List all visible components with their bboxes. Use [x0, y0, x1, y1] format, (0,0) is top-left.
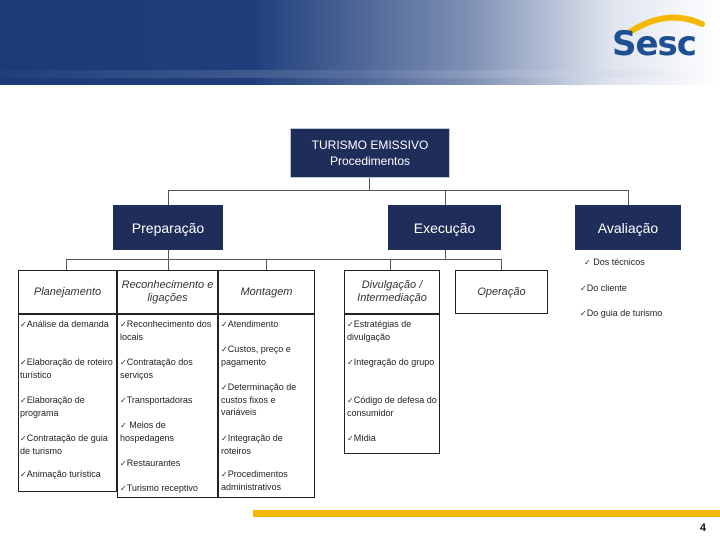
- montagem-box: [218, 270, 315, 314]
- list-item: ✓Transportadoras: [120, 395, 193, 405]
- montagem-label: Montagem: [240, 285, 293, 298]
- list-item: ✓Elaboração de programa: [20, 395, 85, 418]
- avaliacao-label: Avaliação: [597, 219, 659, 236]
- list-item: ✓Do cliente: [580, 283, 627, 293]
- check-icon: ✓: [221, 345, 228, 354]
- preparacao-label: Preparação: [131, 219, 205, 236]
- check-icon: ✓: [221, 434, 228, 443]
- planejamento-label: Planejamento: [33, 285, 102, 298]
- check-icon: ✓: [20, 320, 27, 329]
- connector: [168, 259, 169, 270]
- list-item: ✓Custos, preço e pagamento: [221, 344, 291, 367]
- execucao-box: [388, 205, 501, 250]
- check-icon: ✓: [120, 459, 127, 468]
- list-item: ✓Elaboração de roteiro turístico: [20, 357, 113, 380]
- connector: [168, 190, 628, 191]
- connector: [390, 259, 391, 270]
- check-icon: ✓: [120, 320, 127, 329]
- check-icon: ✓: [221, 470, 228, 479]
- check-icon: ✓: [20, 434, 27, 443]
- check-icon: ✓: [347, 396, 354, 405]
- list-item: ✓Código de defesa do consumidor: [347, 395, 437, 418]
- operacao-box: [455, 270, 548, 314]
- footer-accent-bar: [253, 510, 720, 517]
- check-icon: ✓: [120, 484, 127, 493]
- root-box: [290, 128, 450, 178]
- list-item: ✓Estratégias de divulgação: [347, 319, 412, 342]
- list-item: ✓Turismo receptivo: [120, 483, 198, 493]
- planejamento-box: [18, 270, 117, 314]
- list-item: ✓ Meios de hospedagens: [120, 420, 175, 443]
- execucao-label: Execução: [413, 219, 476, 236]
- list-item: ✓Atendimento: [221, 319, 279, 329]
- check-icon: ✓: [584, 258, 591, 267]
- list-item: ✓Animação turística: [20, 469, 101, 479]
- list-item: ✓Integração de roteiros: [221, 433, 283, 456]
- list-item: ✓Do guia de turismo: [580, 308, 663, 318]
- check-icon: ✓: [347, 358, 354, 367]
- check-icon: ✓: [580, 284, 587, 293]
- check-icon: ✓: [20, 358, 27, 367]
- check-icon: ✓: [347, 320, 354, 329]
- connector: [66, 259, 502, 260]
- reconhecimento-box: [117, 270, 218, 314]
- list-item: ✓Contratação dos serviços: [120, 357, 193, 380]
- connector: [445, 190, 446, 205]
- preparacao-box: [113, 205, 223, 250]
- list-item: ✓Determinação de custos fixos e variáveis: [221, 382, 297, 417]
- list-item: ✓Restaurantes: [120, 458, 181, 468]
- list-item: ✓ Dos técnicos: [584, 257, 645, 267]
- reconhecimento-label: Reconhecimento e ligações: [121, 279, 214, 304]
- divulgacao-box: [344, 270, 440, 314]
- root-subtitle: Procedimentos: [329, 154, 411, 168]
- sesc-logo: [612, 10, 712, 70]
- check-icon: ✓: [221, 383, 228, 392]
- root-title: TURISMO EMISSIVO: [311, 138, 429, 152]
- header-stripe: [0, 70, 720, 78]
- list-item: ✓Mídia: [347, 433, 376, 443]
- list-item: ✓Reconhecimento dos locais: [120, 319, 212, 342]
- check-icon: ✓: [120, 396, 127, 405]
- connector: [266, 259, 267, 270]
- check-icon: ✓: [347, 434, 354, 443]
- connector: [501, 259, 502, 270]
- check-icon: ✓: [580, 309, 587, 318]
- check-icon: ✓: [20, 470, 27, 479]
- avaliacao-box: [575, 205, 681, 250]
- list-item: ✓Contratação de guia de turismo: [20, 433, 108, 456]
- connector: [628, 190, 629, 205]
- check-icon: ✓: [20, 396, 27, 405]
- check-icon: ✓: [120, 421, 127, 430]
- connector: [168, 190, 169, 205]
- list-item: ✓Integração do grupo: [347, 357, 435, 367]
- operacao-label: Operação: [477, 285, 526, 298]
- connector: [66, 259, 67, 270]
- list-item: ✓Procedimentos administrativos: [221, 469, 288, 492]
- logo-text: Sesc: [612, 24, 696, 64]
- check-icon: ✓: [221, 320, 228, 329]
- divulgacao-label: Divulgação / Intermediação: [357, 279, 427, 304]
- page-number: 4: [699, 522, 706, 534]
- list-item: ✓Análise da demanda: [20, 319, 109, 329]
- check-icon: ✓: [120, 358, 127, 367]
